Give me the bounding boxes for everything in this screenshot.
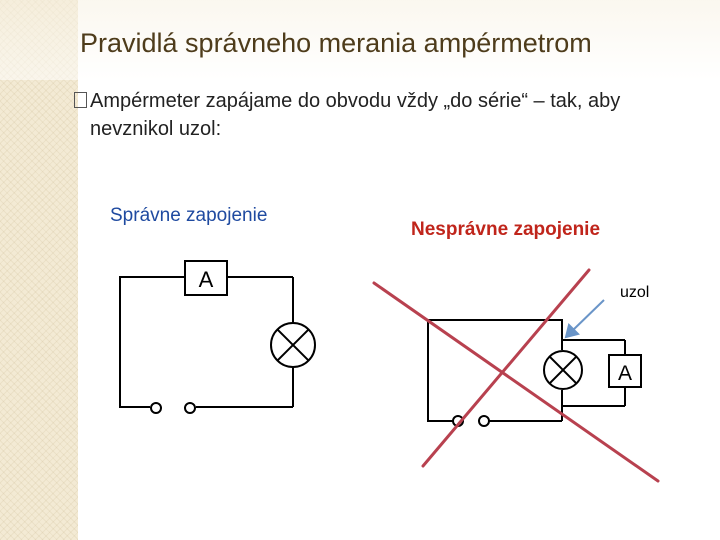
bullet-text: Ampérmeter zapájame do obvodu vždy „do série“ – tak, aby nevznikol uzol: [90, 90, 621, 140]
correct-circuit-wire [120, 277, 185, 407]
terminal-circle-icon [185, 403, 195, 413]
terminal-circle-icon [479, 416, 489, 426]
node-label: uzol [620, 284, 650, 301]
incorrect-wiring-label: Nesprávne zapojenie [411, 219, 601, 240]
terminal-circle-icon [151, 403, 161, 413]
correct-wiring-label: Správne zapojenie [110, 205, 268, 226]
ammeter-symbol: A [198, 267, 214, 292]
slide-title: Pravidlá správneho merania ampérmetrom [80, 28, 592, 58]
arrow-icon [566, 300, 604, 337]
correct-circuit [120, 261, 315, 413]
ammeter-symbol: A [617, 362, 633, 385]
